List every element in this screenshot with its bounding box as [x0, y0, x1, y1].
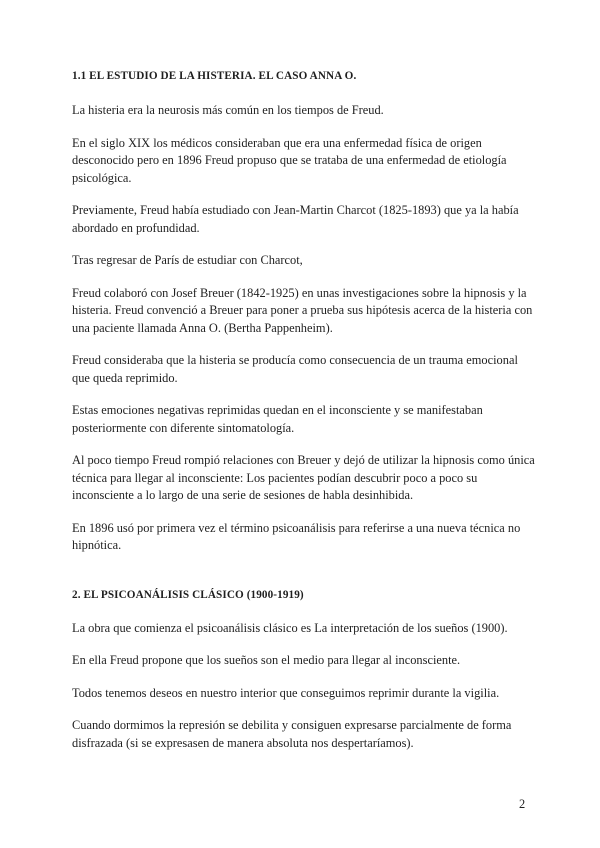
paragraph: Todos tenemos deseos en nuestro interior que conseguimos reprimir durante la vigilia.	[72, 685, 500, 700]
paragraph: En ella Freud propone que los sueños son el medio para llegar al inconsciente.	[72, 653, 461, 667]
document-page	[72, 66, 538, 752]
paragraph: Freud consideraba que la histeria se producía como consecuencia de un trauma emocional que queda reprimido.	[72, 353, 518, 385]
paragraph: Cuando dormimos la represión se debilita y consiguen expresarse parcialmente de forma disfrazada (si se expresasen de manera absoluta nos despertaríamos).	[72, 718, 512, 750]
section-heading: 2. EL PSICOANÁLISIS CLÁSICO (1900-1919)	[72, 588, 304, 601]
paragraph: Tras regresar de París de estudiar con Charcot,	[72, 253, 303, 267]
paragraph: La histeria era la neurosis más común en los tiempos de Freud.	[72, 103, 384, 117]
paragraph: La obra que comienza el psicoanálisis clásico es La interpretación de los sueños (1900).	[72, 620, 508, 635]
page-number: 2	[519, 797, 526, 811]
paragraph: En el siglo XIX los médicos consideraban que era una enfermedad física de origen desconocido pero en 1896 Freud propuso que se trataba de una enfermedad de etiología psicológica.	[72, 135, 507, 185]
paragraph: Estas emociones negativas reprimidas quedan en el inconsciente y se manifestaban posteriormente con diferente sintomatología.	[72, 403, 483, 435]
paragraph: Freud colaboró con Josef Breuer (1842-1925) en unas investigaciones sobre la hipnosis y la histeria. Freud convenció a Breuer para poner a prueba sus hipótesis acerca de la histeria con una paciente llamada Anna O. (Bertha Pappenheim).	[72, 285, 533, 335]
section-heading: 1.1 EL ESTUDIO DE LA HISTERIA. EL CASO ANNA O.	[72, 70, 357, 82]
paragraph: En 1896 usó por primera vez el término psicoanálisis para referirse a una nueva técnica no hipnótica.	[72, 520, 521, 552]
paragraph: Previamente, Freud había estudiado con Jean-Martin Charcot (1825-1893) que ya la había abordado en profundidad.	[72, 203, 519, 235]
paragraph: Al poco tiempo Freud rompió relaciones con Breuer y dejó de utilizar la hipnosis como única técnica para llegar al inconsciente: Los pacientes podían descubrir poco a poco su inconsciente a lo largo de una serie de sesiones de habla desinhibida.	[72, 453, 535, 502]
